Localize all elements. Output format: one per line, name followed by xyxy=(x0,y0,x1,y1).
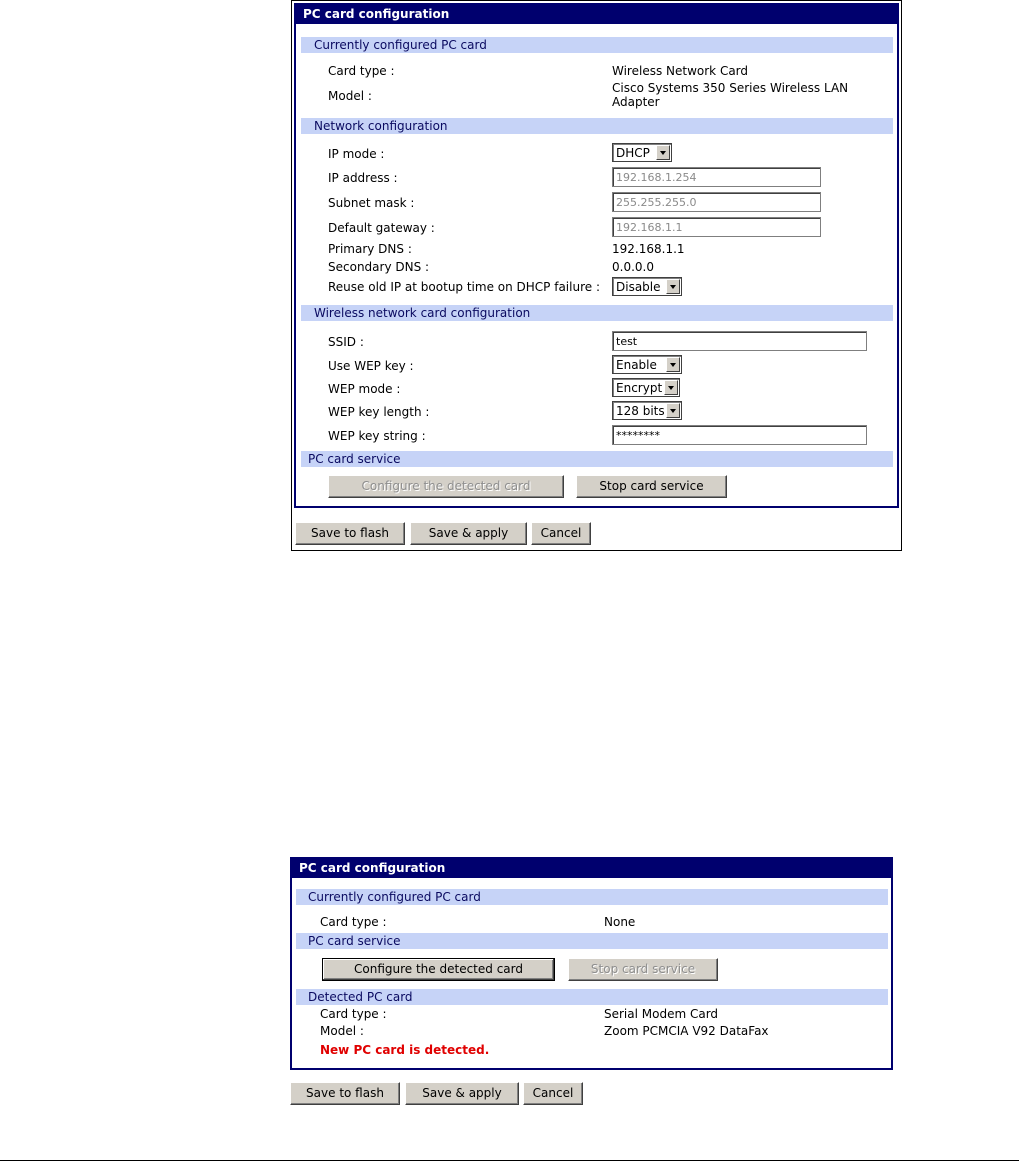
ssid-label: SSID : xyxy=(328,335,364,349)
use-wep-select[interactable] xyxy=(612,355,682,374)
wep-key-length-select[interactable] xyxy=(612,401,682,420)
screen2-section-current xyxy=(296,889,888,905)
chevron-down-icon[interactable] xyxy=(666,357,680,372)
wep-key-string-label: WEP key string : xyxy=(328,429,426,443)
section-label: Wireless network card configuration xyxy=(314,306,531,320)
screen2-panel-title: PC card configuration xyxy=(292,859,891,878)
use-wep-label: Use WEP key : xyxy=(328,359,414,373)
detected-model-label: Model : xyxy=(320,1024,364,1038)
ssid-input[interactable] xyxy=(612,331,867,351)
wep-mode-select[interactable] xyxy=(612,378,680,397)
chevron-down-icon[interactable] xyxy=(656,145,670,160)
wep-key-string-input[interactable] xyxy=(612,425,867,445)
default-gateway-input[interactable] xyxy=(612,217,821,237)
page-divider xyxy=(0,1160,1019,1161)
new-card-detected-message: New PC card is detected. xyxy=(320,1043,490,1057)
wep-key-length-selected: 128 bits xyxy=(616,404,665,418)
ip-mode-select[interactable] xyxy=(612,143,672,162)
screen1-section-current xyxy=(301,37,893,53)
save-to-flash-button[interactable]: Save to flash xyxy=(295,522,405,545)
card-type-value: Wireless Network Card xyxy=(612,64,749,78)
screen1-panel xyxy=(294,3,899,508)
chevron-down-icon[interactable] xyxy=(664,380,678,395)
wep-mode-label: WEP mode : xyxy=(328,382,401,396)
section-label: Network configuration xyxy=(314,119,448,133)
wep-mode-selected: Encrypt xyxy=(616,381,662,395)
detected-model-value: Zoom PCMCIA V92 DataFax xyxy=(604,1024,769,1038)
reuse-ip-select[interactable] xyxy=(612,277,682,296)
screen2-panel xyxy=(290,857,893,1070)
configure-detected-card-button[interactable]: Configure the detected card xyxy=(328,475,564,498)
model-label: Model : xyxy=(328,89,372,103)
section-label: Currently configured PC card xyxy=(308,890,481,904)
screen2-section-detected xyxy=(296,989,888,1005)
screen1-panel-title: PC card configuration xyxy=(296,5,897,24)
chevron-down-icon[interactable] xyxy=(666,279,680,294)
card-type-label: Card type : xyxy=(328,64,395,78)
card-type-value: None xyxy=(604,915,636,929)
section-label: Currently configured PC card xyxy=(314,38,487,52)
cancel-button[interactable]: Cancel xyxy=(531,522,591,545)
primary-dns-value: 192.168.1.1 xyxy=(612,242,685,256)
subnet-mask-input[interactable] xyxy=(612,192,821,212)
screen2-section-service xyxy=(296,933,888,949)
wep-key-length-label: WEP key length : xyxy=(328,405,430,419)
section-label: Detected PC card xyxy=(308,990,413,1004)
screen1-section-network xyxy=(301,118,893,134)
screen1-section-service xyxy=(301,451,893,467)
chevron-down-icon[interactable] xyxy=(666,403,680,418)
ip-address-label: IP address : xyxy=(328,171,398,185)
detected-card-type-value: Serial Modem Card xyxy=(604,1007,719,1021)
ip-mode-label: IP mode : xyxy=(328,147,385,161)
primary-dns-label: Primary DNS : xyxy=(328,242,412,256)
reuse-ip-label: Reuse old IP at bootup time on DHCP failure : xyxy=(328,280,600,294)
section-label: PC card service xyxy=(308,452,401,466)
section-label: PC card service xyxy=(308,934,401,948)
card-type-label: Card type : xyxy=(320,915,387,929)
screen1-section-wireless xyxy=(301,305,893,321)
reuse-ip-selected: Disable xyxy=(616,280,661,294)
ip-mode-selected: DHCP xyxy=(616,146,650,160)
save-and-apply-button[interactable]: Save & apply xyxy=(405,1082,519,1105)
configure-detected-card-button[interactable]: Configure the detected card xyxy=(322,958,555,981)
model-value: Cisco Systems 350 Series Wireless LAN Adapter xyxy=(612,81,849,109)
use-wep-selected: Enable xyxy=(616,358,657,372)
save-to-flash-button[interactable]: Save to flash xyxy=(290,1082,400,1105)
save-and-apply-button[interactable]: Save & apply xyxy=(410,522,527,545)
screen1-frame xyxy=(291,0,902,551)
stop-card-service-button[interactable]: Stop card service xyxy=(576,475,727,498)
ip-address-input[interactable] xyxy=(612,167,821,187)
secondary-dns-label: Secondary DNS : xyxy=(328,260,430,274)
cancel-button[interactable]: Cancel xyxy=(523,1082,583,1105)
secondary-dns-value: 0.0.0.0 xyxy=(612,260,654,274)
subnet-mask-label: Subnet mask : xyxy=(328,196,415,210)
detected-card-type-label: Card type : xyxy=(320,1007,387,1021)
stop-card-service-button[interactable]: Stop card service xyxy=(568,958,718,981)
default-gateway-label: Default gateway : xyxy=(328,221,435,235)
